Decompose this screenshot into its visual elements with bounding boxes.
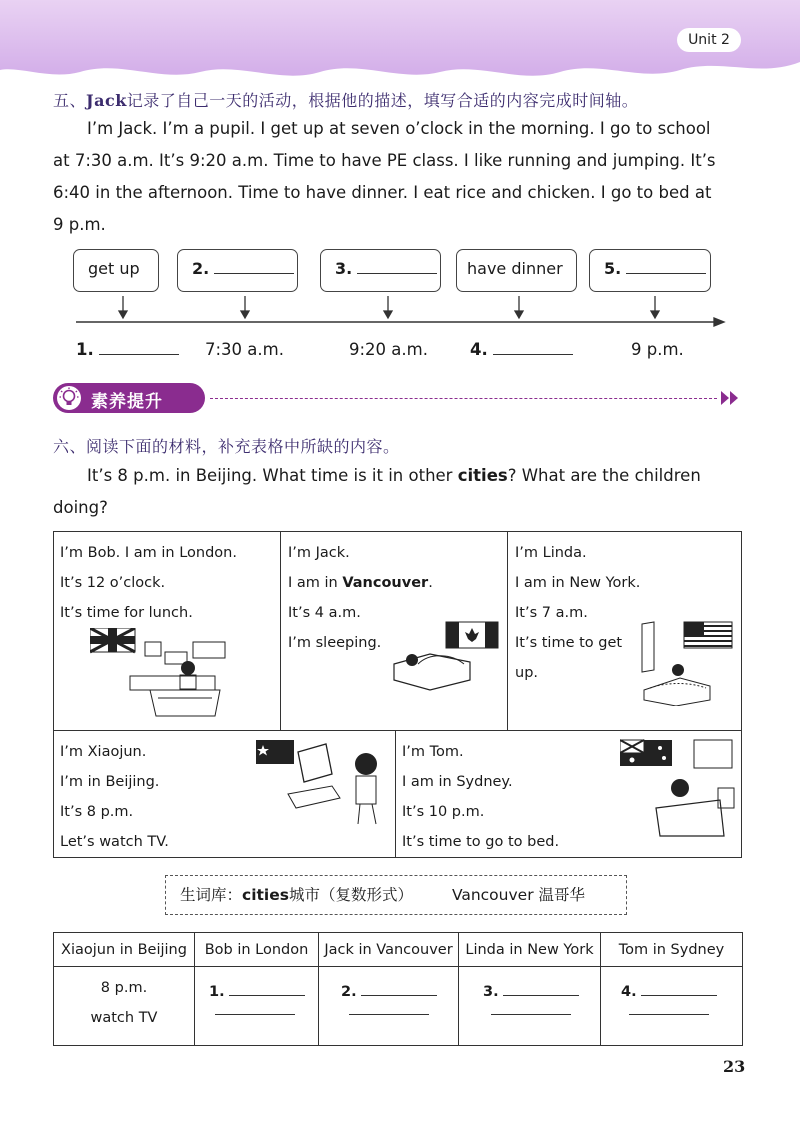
tom-bed-illustration: [620, 738, 738, 838]
answer-blank[interactable]: [626, 259, 706, 274]
uk-flag-icon: [90, 628, 135, 652]
timeline-box-5[interactable]: 5.: [589, 249, 711, 292]
answer-blank[interactable]: [99, 340, 179, 355]
answer-blank[interactable]: [349, 1014, 429, 1015]
answer-blank[interactable]: [357, 259, 437, 274]
unit-tag: Unit 2: [677, 28, 741, 52]
timeline-box-2[interactable]: 2.: [177, 249, 298, 292]
china-flag-icon: [256, 740, 294, 764]
header-cell: Bob in London: [195, 933, 319, 967]
skill-banner: 素养提升: [53, 383, 205, 413]
section5-title: 五、Jack记录了自己一天的活动，根据他的描述，填写合适的内容完成时间轴。: [53, 91, 639, 110]
answer-blank[interactable]: [493, 340, 573, 355]
header-cell: Tom in Sydney: [601, 933, 743, 967]
answer-blank[interactable]: [503, 981, 579, 996]
answer-cell-1[interactable]: 1.: [195, 967, 319, 1046]
answer-cell-3[interactable]: 3.: [459, 967, 601, 1046]
answer-blank[interactable]: [491, 1014, 571, 1015]
answer-blank[interactable]: [629, 1014, 709, 1015]
answer-blank[interactable]: [641, 981, 717, 996]
australia-flag-icon: [620, 740, 672, 766]
time-label-3: 9:20 a.m.: [349, 340, 428, 359]
cell-linda: I’m Linda. I am in New York. It’s 7 a.m. It’s time to get up.: [515, 545, 641, 681]
answer-cell-4[interactable]: 4.: [601, 967, 743, 1046]
answer-blank[interactable]: [215, 1014, 295, 1015]
time-label-4[interactable]: 4.: [470, 340, 573, 359]
time-label-5: 9 p.m.: [631, 340, 684, 359]
paragraph-line: I’m Jack. I’m a pupil. I get up at seven o’clock in the morning. I go to school: [87, 119, 711, 138]
answer-cell-2[interactable]: 2.: [319, 967, 459, 1046]
cell-tom: I’m Tom. I am in Sydney. It’s 10 p.m. It’s time to go to bed.: [402, 744, 560, 850]
cell-jack: I’m Jack. I am in Vancouver. It’s 4 a.m. I’m sleeping.: [288, 545, 433, 651]
time-label-2: 7:30 a.m.: [205, 340, 284, 359]
double-arrow-icon: [719, 389, 741, 407]
timeline-box-4: have dinner: [456, 249, 577, 292]
answer-table: [53, 932, 743, 1046]
answer-blank[interactable]: [229, 981, 305, 996]
answer-cell-xiaojun: 8 p.m. watch TV: [54, 967, 195, 1046]
section5-paragraph: [53, 113, 753, 241]
section6-intro: It’s 8 p.m. in Beijing. What time is it in other cities? What are the children doing?: [53, 466, 701, 517]
header-cell: Xiaojun in Beijing: [54, 933, 195, 967]
banner-divider: [210, 398, 717, 399]
cell-xiaojun: I’m Xiaojun. I’m in Beijing. It’s 8 p.m. Let’s watch TV.: [60, 744, 169, 850]
answer-blank[interactable]: [214, 259, 294, 274]
page-number: 23: [723, 1057, 746, 1076]
header-cell: Linda in New York: [459, 933, 601, 967]
cell-bob: I’m Bob. I am in London. It’s 12 o’clock. It’s time for lunch.: [60, 545, 237, 621]
time-label-1[interactable]: 1.: [76, 340, 179, 359]
jack-sleeping-illustration: [390, 620, 502, 692]
linda-waking-illustration: [640, 620, 736, 706]
section6-title: 六、阅读下面的材料，补充表格中所缺的内容。: [53, 437, 400, 456]
usa-flag-icon: [684, 622, 732, 648]
header-cell: Jack in Vancouver: [319, 933, 459, 967]
timeline-box-3[interactable]: 3.: [320, 249, 441, 292]
lightbulb-icon: [56, 385, 82, 411]
timeline-axis: [70, 293, 730, 329]
paragraph-line: 6:40 in the afternoon. Time to have dinner. I eat rice and chicken. I go to bed at: [53, 183, 712, 202]
answer-blank[interactable]: [361, 981, 437, 996]
bob-lunch-illustration: [90, 628, 230, 720]
paragraph-line: at 7:30 a.m. It’s 9:20 a.m. Time to have PE class. I like running and jumping. It’s: [53, 151, 716, 170]
vocab-box: 生词库：cities城市（复数形式） Vancouver 温哥华: [165, 875, 627, 915]
xiaojun-tv-illustration: [252, 738, 392, 828]
paragraph-line: 9 p.m.: [53, 215, 106, 234]
timeline-box-1: get up: [73, 249, 159, 292]
canada-flag-icon: [446, 622, 498, 648]
